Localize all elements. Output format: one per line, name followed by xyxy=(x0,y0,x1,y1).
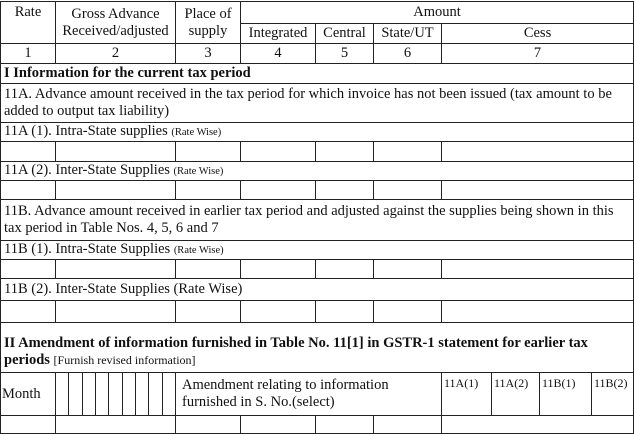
amendment-description: Amendment relating to information furnished in S. No.(select) xyxy=(176,373,442,416)
month-input-boxes[interactable] xyxy=(56,373,176,416)
section-current-period: I Information for the current tax period xyxy=(1,64,634,84)
header-state-ut: State/UT xyxy=(374,24,442,44)
header-amount: Amount xyxy=(241,2,634,24)
col-number: 4 xyxy=(241,44,316,64)
table-row-11a1-entry xyxy=(1,142,634,162)
col-number: 2 xyxy=(56,44,176,64)
row-11a2-label: 11A (2). Inter-State Supplies (Rate Wise) xyxy=(1,162,634,181)
option-11a1[interactable]: 11A(1) xyxy=(442,373,492,415)
section-amendment: II Amendment of information furnished in Table No. 11[1] in GSTR-1 statement for earlier tax periods [Furnish revised information] xyxy=(1,323,634,373)
col-number: 7 xyxy=(442,44,634,64)
month-label: Month xyxy=(1,373,56,416)
row-11b-description: 11B. Advance amount received in earlier tax period and adjusted against the supplies being shown in this tax period in Table Nos. 4, 5, 6 and 7 xyxy=(1,200,634,241)
header-cess: Cess xyxy=(442,24,634,44)
amendment-select xyxy=(442,373,634,416)
header-place-of-supply: Place of supply xyxy=(176,2,241,44)
header-rate: Rate xyxy=(1,2,56,44)
table-row-11b1-entry xyxy=(1,260,634,279)
option-11a2[interactable]: 11A(2) xyxy=(492,373,540,415)
col-number: 6 xyxy=(374,44,442,64)
row-11a-description: 11A. Advance amount received in the tax period for which invoice has not been issued (tax amount to be added to output tax liability) xyxy=(1,84,634,123)
header-central: Central xyxy=(316,24,374,44)
col-number: 5 xyxy=(316,44,374,64)
option-11b1[interactable]: 11B(1) xyxy=(540,373,592,415)
col-number: 1 xyxy=(1,44,56,64)
advance-received-table xyxy=(0,1,634,434)
row-11a1-label: 11A (1). Intra-State supplies (Rate Wise) xyxy=(1,123,634,142)
header-gross-advance: Gross Advance Received/adjusted xyxy=(56,2,176,44)
col-number: 3 xyxy=(176,44,241,64)
row-11b2-label: 11B (2). Inter-State Supplies (Rate Wise) xyxy=(1,279,634,301)
option-11b2[interactable]: 11B(2) xyxy=(594,376,628,390)
table-row-11b2-entry xyxy=(1,301,634,323)
header-integrated: Integrated xyxy=(241,24,316,44)
table-row-11a2-entry xyxy=(1,181,634,200)
row-11b1-label: 11B (1). Intra-State Supplies (Rate Wise) xyxy=(1,241,634,260)
